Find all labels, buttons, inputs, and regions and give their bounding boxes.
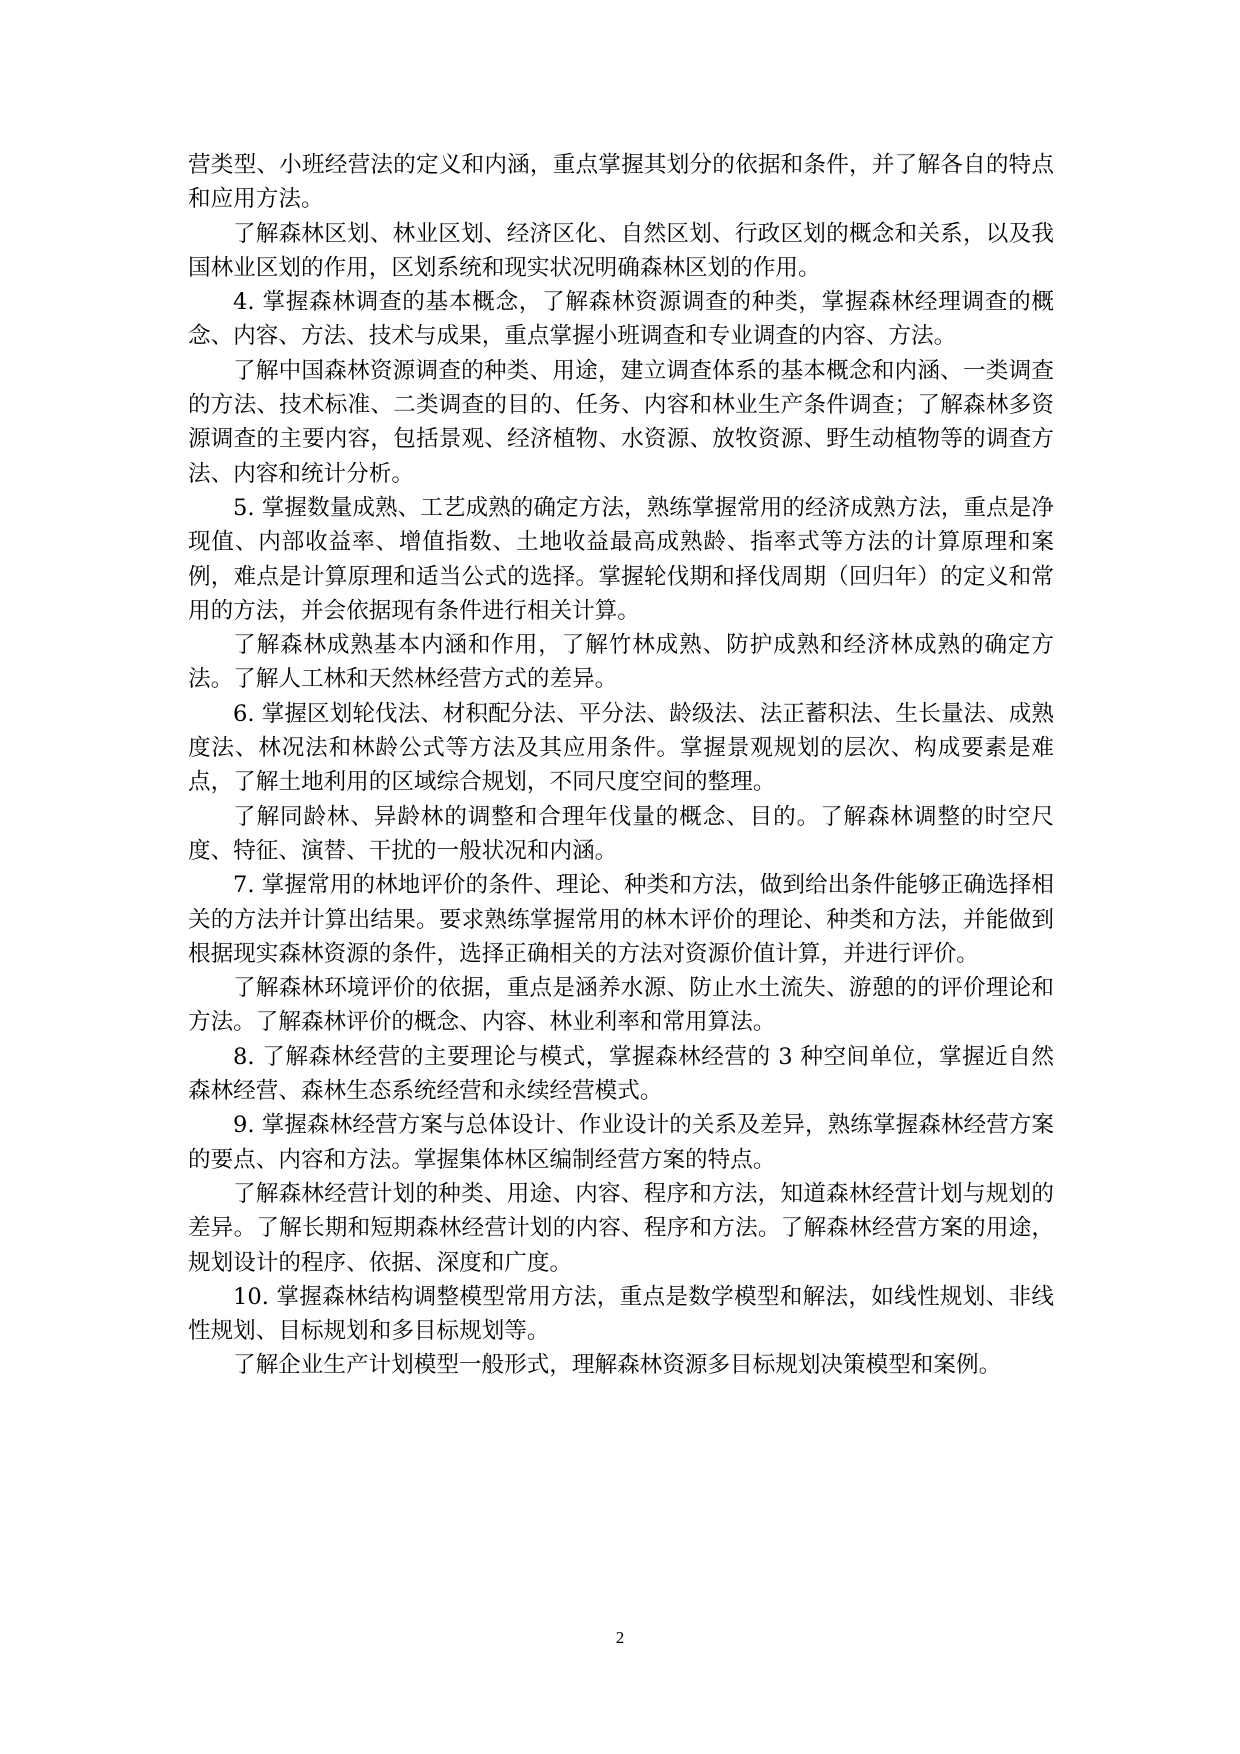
paragraph-item-8: 8. 了解森林经营的主要理论与模式，掌握森林经营的 3 种空间单位，掌握近自然森林经营、森林生态系统经营和永续经营模式。 xyxy=(188,1043,1054,1105)
document-body xyxy=(188,148,1054,1383)
page-number: 2 xyxy=(615,1628,625,1647)
paragraph-production-model: 了解企业生产计划模型一般形式，理解森林资源多目标规划决策模型和案例。 xyxy=(233,1352,1002,1379)
paragraph-item-10: 10. 掌握森林结构调整模型常用方法，重点是数学模型和解法，如线性规划、非线性规划、目标规划和多目标规划等。 xyxy=(188,1283,1054,1345)
paragraph-resource-survey: 了解中国森林资源调查的种类、用途，建立调查体系的基本概念和内涵、一类调查的方法、技术标准、二类调查的目的、任务、内容和林业生产条件调查；了解森林多资源调查的主要内容，包括景观、经济植物、水资源、放牧资源、野生动植物等的调查方法、内容和统计分析。 xyxy=(188,357,1054,487)
paragraph-item-7: 7. 掌握常用的林地评价的条件、理论、种类和方法，做到给出条件能够正确选择相关的方法并计算出结果。要求熟练掌握常用的林木评价的理论、种类和方法，并能做到根据现实森林资源的条件，选择正确相关的方法对资源价值计算，并进行评价。 xyxy=(188,872,1054,967)
paragraph-forest-zoning: 了解森林区划、林业区划、经济区化、自然区划、行政区划的概念和关系，以及我国林业区划的作用，区划系统和现实状况明确森林区划的作用。 xyxy=(188,220,1054,281)
paragraph-item-4: 4. 掌握森林调查的基本概念，了解森林资源调查的种类，掌握森林经理调查的概念、内容、方法、技术与成果，重点掌握小班调查和专业调查的内容、方法。 xyxy=(188,289,1054,350)
paragraph-item-9: 9. 掌握森林经营方案与总体设计、作业设计的关系及差异，熟练掌握森林经营方案的要点、内容和方法。掌握集体林区编制经营方案的特点。 xyxy=(188,1112,1054,1173)
paragraph-forest-adjustment: 了解同龄林、异龄林的调整和合理年伐量的概念、目的。了解森林调整的时空尺度、特征、演替、干扰的一般状况和内涵。 xyxy=(188,803,1054,864)
paragraph-management-plan: 了解森林经营计划的种类、用途、内容、程序和方法，知道森林经营计划与规划的差异。了解长期和短期森林经营计划的内容、程序和方法。了解森林经营方案的用途，规划设计的程序、依据、深度和广度。 xyxy=(188,1180,1054,1276)
paragraph-continuation: 营类型、小班经营法的定义和内涵，重点掌握其划分的依据和条件，并了解各自的特点和应用方法。 xyxy=(188,152,1054,213)
paragraph-forest-maturity: 了解森林成熟基本内涵和作用，了解竹林成熟、防护成熟和经济林成熟的确定方法。了解人工林和天然林经营方式的差异。 xyxy=(188,632,1054,693)
paragraph-item-5: 5. 掌握数量成熟、工艺成熟的确定方法，熟练掌握常用的经济成熟方法，重点是净现值、内部收益率、增值指数、土地收益最高成熟龄、指率式等方法的计算原理和案例，难点是计算原理和适当公式的选择。掌握轮伐期和择伐周期（回归年）的定义和常用的方法，并会依据现有条件进行相关计算。 xyxy=(188,494,1054,624)
paragraph-environment-evaluation: 了解森林环境评价的依据，重点是涵养水源、防止水土流失、游憩的的评价理论和方法。了解森林评价的概念、内容、林业利率和常用算法。 xyxy=(188,975,1054,1036)
paragraph-item-6: 6. 掌握区划轮伐法、材积配分法、平分法、龄级法、法正蓄积法、生长量法、成熟度法、林况法和林龄公式等方法及其应用条件。掌握景观规划的层次、构成要素是难点，了解土地利用的区域综合规划，不同尺度空间的整理。 xyxy=(188,700,1054,796)
